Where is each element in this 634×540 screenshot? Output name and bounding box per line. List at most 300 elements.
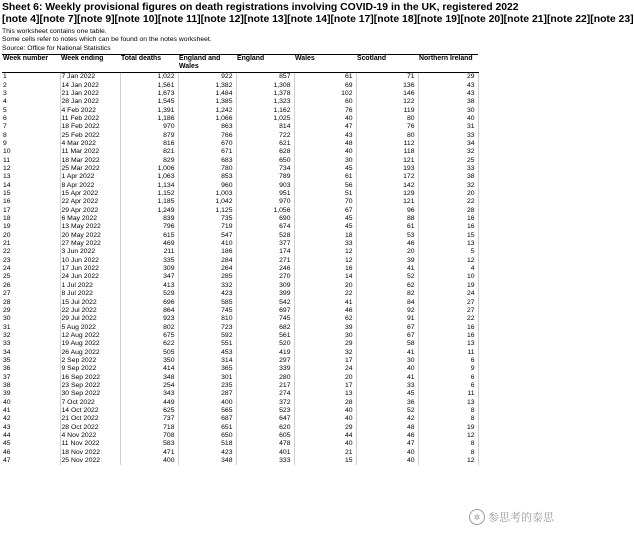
cell-england-and-wales[interactable]: 1,125 xyxy=(178,207,236,215)
cell-england-and-wales[interactable]: 719 xyxy=(178,223,236,231)
cell-england[interactable]: 274 xyxy=(236,390,294,398)
cell-england-and-wales[interactable]: 766 xyxy=(178,132,236,140)
cell-wales[interactable]: 13 xyxy=(294,390,356,398)
cell-wales[interactable]: 39 xyxy=(294,324,356,332)
cell-northern-ireland[interactable]: 8 xyxy=(418,440,478,448)
cell-week-ending[interactable]: 13 May 2022 xyxy=(60,223,120,231)
cell-week-number[interactable]: 14 xyxy=(2,182,60,190)
cell-week-number[interactable]: 2 xyxy=(2,82,60,90)
cell-week-number[interactable]: 29 xyxy=(2,307,60,315)
cell-northern-ireland[interactable]: 6 xyxy=(418,357,478,365)
cell-england[interactable]: 297 xyxy=(236,357,294,365)
cell-england[interactable]: 682 xyxy=(236,324,294,332)
cell-england-and-wales[interactable]: 348 xyxy=(178,457,236,465)
cell-total-deaths[interactable]: 347 xyxy=(120,273,178,281)
cell-week-ending[interactable]: 11 Mar 2022 xyxy=(60,148,120,156)
cell-week-number[interactable]: 37 xyxy=(2,374,60,382)
cell-england[interactable]: 970 xyxy=(236,198,294,206)
cell-england[interactable]: 650 xyxy=(236,157,294,165)
cell-week-ending[interactable]: 22 Jul 2022 xyxy=(60,307,120,315)
cell-total-deaths[interactable]: 1,134 xyxy=(120,182,178,190)
cell-england[interactable]: 401 xyxy=(236,449,294,457)
cell-wales[interactable]: 51 xyxy=(294,190,356,198)
cell-week-ending[interactable]: 29 Apr 2022 xyxy=(60,207,120,215)
cell-scotland[interactable]: 39 xyxy=(356,257,418,265)
cell-wales[interactable]: 61 xyxy=(294,73,356,82)
cell-england[interactable]: 372 xyxy=(236,399,294,407)
cell-total-deaths[interactable]: 839 xyxy=(120,215,178,223)
cell-england-and-wales[interactable]: 410 xyxy=(178,240,236,248)
cell-week-ending[interactable]: 10 Jun 2022 xyxy=(60,257,120,265)
cell-total-deaths[interactable]: 469 xyxy=(120,240,178,248)
cell-week-number[interactable]: 43 xyxy=(2,424,60,432)
cell-week-number[interactable]: 42 xyxy=(2,415,60,423)
cell-week-ending[interactable]: 11 Nov 2022 xyxy=(60,440,120,448)
cell-scotland[interactable]: 129 xyxy=(356,190,418,198)
cell-scotland[interactable]: 142 xyxy=(356,182,418,190)
cell-england[interactable]: 333 xyxy=(236,457,294,465)
cell-wales[interactable]: 20 xyxy=(294,374,356,382)
cell-england-and-wales[interactable]: 365 xyxy=(178,365,236,373)
cell-northern-ireland[interactable]: 32 xyxy=(418,182,478,190)
cell-england[interactable]: 270 xyxy=(236,273,294,281)
cell-northern-ireland[interactable]: 12 xyxy=(418,457,478,465)
cell-england-and-wales[interactable]: 518 xyxy=(178,440,236,448)
cell-northern-ireland[interactable]: 38 xyxy=(418,173,478,181)
cell-northern-ireland[interactable]: 6 xyxy=(418,382,478,390)
cell-england-and-wales[interactable]: 585 xyxy=(178,299,236,307)
column-header-total-deaths[interactable]: Total deaths xyxy=(120,55,178,73)
cell-northern-ireland[interactable]: 8 xyxy=(418,407,478,415)
cell-week-number[interactable]: 34 xyxy=(2,349,60,357)
cell-week-number[interactable]: 40 xyxy=(2,399,60,407)
cell-scotland[interactable]: 119 xyxy=(356,107,418,115)
cell-northern-ireland[interactable]: 11 xyxy=(418,390,478,398)
cell-week-number[interactable]: 47 xyxy=(2,457,60,465)
cell-total-deaths[interactable]: 821 xyxy=(120,148,178,156)
cell-total-deaths[interactable]: 211 xyxy=(120,248,178,256)
cell-week-ending[interactable]: 22 Apr 2022 xyxy=(60,198,120,206)
cell-week-number[interactable]: 31 xyxy=(2,324,60,332)
cell-week-number[interactable]: 7 xyxy=(2,123,60,131)
cell-week-ending[interactable]: 18 Mar 2022 xyxy=(60,157,120,165)
cell-total-deaths[interactable]: 1,545 xyxy=(120,98,178,106)
cell-england[interactable]: 734 xyxy=(236,165,294,173)
cell-wales[interactable]: 45 xyxy=(294,165,356,173)
cell-scotland[interactable]: 67 xyxy=(356,332,418,340)
cell-wales[interactable]: 76 xyxy=(294,107,356,115)
cell-northern-ireland[interactable]: 28 xyxy=(418,207,478,215)
cell-wales[interactable]: 102 xyxy=(294,90,356,98)
cell-england-and-wales[interactable]: 235 xyxy=(178,382,236,390)
cell-england[interactable]: 903 xyxy=(236,182,294,190)
cell-wales[interactable]: 17 xyxy=(294,382,356,390)
cell-week-number[interactable]: 17 xyxy=(2,207,60,215)
cell-northern-ireland[interactable]: 13 xyxy=(418,399,478,407)
cell-scotland[interactable]: 172 xyxy=(356,173,418,181)
cell-scotland[interactable]: 41 xyxy=(356,349,418,357)
cell-total-deaths[interactable]: 1,186 xyxy=(120,115,178,123)
cell-england[interactable]: 271 xyxy=(236,257,294,265)
cell-scotland[interactable]: 82 xyxy=(356,290,418,298)
cell-week-number[interactable]: 5 xyxy=(2,107,60,115)
cell-scotland[interactable]: 42 xyxy=(356,415,418,423)
cell-week-ending[interactable]: 25 Nov 2022 xyxy=(60,457,120,465)
cell-wales[interactable]: 56 xyxy=(294,182,356,190)
cell-england[interactable]: 951 xyxy=(236,190,294,198)
cell-northern-ireland[interactable]: 27 xyxy=(418,307,478,315)
cell-england-and-wales[interactable]: 1,382 xyxy=(178,82,236,90)
cell-england-and-wales[interactable]: 453 xyxy=(178,349,236,357)
cell-england-and-wales[interactable]: 301 xyxy=(178,374,236,382)
cell-week-ending[interactable]: 8 Jul 2022 xyxy=(60,290,120,298)
cell-wales[interactable]: 44 xyxy=(294,432,356,440)
cell-northern-ireland[interactable]: 20 xyxy=(418,190,478,198)
cell-week-number[interactable]: 32 xyxy=(2,332,60,340)
cell-week-ending[interactable]: 29 Jul 2022 xyxy=(60,315,120,323)
cell-england[interactable]: 280 xyxy=(236,374,294,382)
cell-northern-ireland[interactable]: 4 xyxy=(418,265,478,273)
cell-wales[interactable]: 12 xyxy=(294,248,356,256)
cell-scotland[interactable]: 122 xyxy=(356,98,418,106)
cell-england-and-wales[interactable]: 186 xyxy=(178,248,236,256)
cell-total-deaths[interactable]: 696 xyxy=(120,299,178,307)
cell-week-number[interactable]: 6 xyxy=(2,115,60,123)
cell-week-ending[interactable]: 23 Sep 2022 xyxy=(60,382,120,390)
cell-week-ending[interactable]: 4 Feb 2022 xyxy=(60,107,120,115)
cell-week-ending[interactable]: 4 Nov 2022 xyxy=(60,432,120,440)
cell-total-deaths[interactable]: 1,249 xyxy=(120,207,178,215)
cell-scotland[interactable]: 88 xyxy=(356,215,418,223)
cell-week-number[interactable]: 15 xyxy=(2,190,60,198)
cell-scotland[interactable]: 46 xyxy=(356,240,418,248)
cell-england[interactable]: 339 xyxy=(236,365,294,373)
cell-scotland[interactable]: 193 xyxy=(356,165,418,173)
cell-northern-ireland[interactable]: 8 xyxy=(418,449,478,457)
cell-northern-ireland[interactable]: 11 xyxy=(418,349,478,357)
cell-week-ending[interactable]: 1 Jul 2022 xyxy=(60,282,120,290)
cell-week-ending[interactable]: 24 Jun 2022 xyxy=(60,273,120,281)
cell-week-number[interactable]: 16 xyxy=(2,198,60,206)
cell-northern-ireland[interactable]: 25 xyxy=(418,157,478,165)
cell-england-and-wales[interactable]: 423 xyxy=(178,290,236,298)
cell-northern-ireland[interactable]: 16 xyxy=(418,324,478,332)
cell-england[interactable]: 814 xyxy=(236,123,294,131)
cell-england-and-wales[interactable]: 670 xyxy=(178,140,236,148)
cell-week-ending[interactable]: 5 Aug 2022 xyxy=(60,324,120,332)
cell-total-deaths[interactable]: 802 xyxy=(120,324,178,332)
cell-wales[interactable]: 32 xyxy=(294,349,356,357)
cell-total-deaths[interactable]: 1,006 xyxy=(120,165,178,173)
cell-england[interactable]: 1,323 xyxy=(236,98,294,106)
cell-week-number[interactable]: 20 xyxy=(2,232,60,240)
cell-week-ending[interactable]: 7 Jan 2022 xyxy=(60,73,120,82)
cell-england-and-wales[interactable]: 400 xyxy=(178,399,236,407)
cell-total-deaths[interactable]: 335 xyxy=(120,257,178,265)
cell-england[interactable]: 246 xyxy=(236,265,294,273)
cell-week-ending[interactable]: 28 Jan 2022 xyxy=(60,98,120,106)
cell-england-and-wales[interactable]: 547 xyxy=(178,232,236,240)
cell-northern-ireland[interactable]: 13 xyxy=(418,340,478,348)
cell-scotland[interactable]: 112 xyxy=(356,140,418,148)
cell-wales[interactable]: 33 xyxy=(294,240,356,248)
cell-week-number[interactable]: 46 xyxy=(2,449,60,457)
cell-week-number[interactable]: 9 xyxy=(2,140,60,148)
cell-week-number[interactable]: 10 xyxy=(2,148,60,156)
cell-week-ending[interactable]: 14 Oct 2022 xyxy=(60,407,120,415)
cell-week-number[interactable]: 39 xyxy=(2,390,60,398)
cell-total-deaths[interactable]: 708 xyxy=(120,432,178,440)
cell-wales[interactable]: 47 xyxy=(294,123,356,131)
cell-week-ending[interactable]: 18 Feb 2022 xyxy=(60,123,120,131)
cell-wales[interactable]: 40 xyxy=(294,148,356,156)
cell-northern-ireland[interactable]: 13 xyxy=(418,240,478,248)
cell-week-ending[interactable]: 21 Oct 2022 xyxy=(60,415,120,423)
cell-england[interactable]: 523 xyxy=(236,407,294,415)
column-header-week-ending[interactable]: Week ending xyxy=(60,55,120,73)
cell-england[interactable]: 309 xyxy=(236,282,294,290)
cell-week-ending[interactable]: 30 Sep 2022 xyxy=(60,390,120,398)
cell-week-ending[interactable]: 16 Sep 2022 xyxy=(60,374,120,382)
cell-total-deaths[interactable]: 449 xyxy=(120,399,178,407)
cell-england-and-wales[interactable]: 332 xyxy=(178,282,236,290)
cell-wales[interactable]: 24 xyxy=(294,365,356,373)
cell-total-deaths[interactable]: 829 xyxy=(120,157,178,165)
cell-england-and-wales[interactable]: 780 xyxy=(178,165,236,173)
cell-scotland[interactable]: 76 xyxy=(356,123,418,131)
cell-week-ending[interactable]: 28 Oct 2022 xyxy=(60,424,120,432)
cell-total-deaths[interactable]: 1,391 xyxy=(120,107,178,115)
cell-total-deaths[interactable]: 816 xyxy=(120,140,178,148)
cell-england[interactable]: 647 xyxy=(236,415,294,423)
cell-england-and-wales[interactable]: 1,385 xyxy=(178,98,236,106)
cell-northern-ireland[interactable]: 33 xyxy=(418,165,478,173)
cell-scotland[interactable]: 33 xyxy=(356,382,418,390)
cell-northern-ireland[interactable]: 15 xyxy=(418,232,478,240)
cell-england-and-wales[interactable]: 810 xyxy=(178,315,236,323)
cell-scotland[interactable]: 46 xyxy=(356,432,418,440)
cell-week-ending[interactable]: 25 Feb 2022 xyxy=(60,132,120,140)
cell-wales[interactable]: 29 xyxy=(294,424,356,432)
cell-northern-ireland[interactable]: 16 xyxy=(418,332,478,340)
cell-week-ending[interactable]: 9 Sep 2022 xyxy=(60,365,120,373)
cell-week-number[interactable]: 30 xyxy=(2,315,60,323)
cell-wales[interactable]: 46 xyxy=(294,307,356,315)
cell-scotland[interactable]: 48 xyxy=(356,424,418,432)
cell-wales[interactable]: 61 xyxy=(294,173,356,181)
cell-week-ending[interactable]: 20 May 2022 xyxy=(60,232,120,240)
cell-scotland[interactable]: 41 xyxy=(356,265,418,273)
cell-scotland[interactable]: 121 xyxy=(356,198,418,206)
cell-week-number[interactable]: 38 xyxy=(2,382,60,390)
cell-week-number[interactable]: 1 xyxy=(2,73,60,82)
cell-england-and-wales[interactable]: 651 xyxy=(178,424,236,432)
cell-england-and-wales[interactable]: 287 xyxy=(178,390,236,398)
cell-week-number[interactable]: 3 xyxy=(2,90,60,98)
cell-northern-ireland[interactable]: 32 xyxy=(418,148,478,156)
cell-week-number[interactable]: 12 xyxy=(2,165,60,173)
cell-northern-ireland[interactable]: 38 xyxy=(418,98,478,106)
cell-scotland[interactable]: 67 xyxy=(356,324,418,332)
cell-wales[interactable]: 43 xyxy=(294,132,356,140)
cell-week-ending[interactable]: 4 Mar 2022 xyxy=(60,140,120,148)
cell-wales[interactable]: 12 xyxy=(294,257,356,265)
cell-total-deaths[interactable]: 879 xyxy=(120,132,178,140)
cell-wales[interactable]: 30 xyxy=(294,157,356,165)
cell-scotland[interactable]: 40 xyxy=(356,449,418,457)
cell-wales[interactable]: 45 xyxy=(294,223,356,231)
cell-wales[interactable]: 70 xyxy=(294,198,356,206)
cell-wales[interactable]: 14 xyxy=(294,273,356,281)
cell-scotland[interactable]: 36 xyxy=(356,399,418,407)
column-header-england[interactable]: England xyxy=(236,55,294,73)
cell-wales[interactable]: 18 xyxy=(294,232,356,240)
cell-england-and-wales[interactable]: 960 xyxy=(178,182,236,190)
cell-england-and-wales[interactable]: 922 xyxy=(178,73,236,82)
cell-week-number[interactable]: 23 xyxy=(2,257,60,265)
cell-total-deaths[interactable]: 796 xyxy=(120,223,178,231)
cell-wales[interactable]: 40 xyxy=(294,407,356,415)
cell-northern-ireland[interactable]: 40 xyxy=(418,115,478,123)
cell-week-number[interactable]: 22 xyxy=(2,248,60,256)
cell-week-number[interactable]: 44 xyxy=(2,432,60,440)
cell-wales[interactable]: 40 xyxy=(294,440,356,448)
cell-scotland[interactable]: 30 xyxy=(356,357,418,365)
cell-total-deaths[interactable]: 348 xyxy=(120,374,178,382)
cell-england-and-wales[interactable]: 687 xyxy=(178,415,236,423)
cell-scotland[interactable]: 118 xyxy=(356,148,418,156)
cell-week-ending[interactable]: 17 Jun 2022 xyxy=(60,265,120,273)
cell-england-and-wales[interactable]: 863 xyxy=(178,123,236,131)
cell-wales[interactable]: 30 xyxy=(294,332,356,340)
cell-northern-ireland[interactable]: 19 xyxy=(418,424,478,432)
cell-week-number[interactable]: 19 xyxy=(2,223,60,231)
cell-week-number[interactable]: 4 xyxy=(2,98,60,106)
cell-scotland[interactable]: 45 xyxy=(356,390,418,398)
cell-total-deaths[interactable]: 529 xyxy=(120,290,178,298)
cell-week-number[interactable]: 8 xyxy=(2,132,60,140)
cell-northern-ireland[interactable]: 6 xyxy=(418,374,478,382)
cell-northern-ireland[interactable]: 12 xyxy=(418,432,478,440)
cell-england[interactable]: 520 xyxy=(236,340,294,348)
cell-scotland[interactable]: 52 xyxy=(356,407,418,415)
cell-england-and-wales[interactable]: 683 xyxy=(178,157,236,165)
cell-week-ending[interactable]: 19 Aug 2022 xyxy=(60,340,120,348)
cell-england[interactable]: 857 xyxy=(236,73,294,82)
cell-week-number[interactable]: 21 xyxy=(2,240,60,248)
cell-england-and-wales[interactable]: 423 xyxy=(178,449,236,457)
cell-northern-ireland[interactable]: 29 xyxy=(418,73,478,82)
column-header-wales[interactable]: Wales xyxy=(294,55,356,73)
cell-total-deaths[interactable]: 343 xyxy=(120,390,178,398)
cell-wales[interactable]: 48 xyxy=(294,140,356,148)
cell-northern-ireland[interactable]: 24 xyxy=(418,290,478,298)
cell-england[interactable]: 674 xyxy=(236,223,294,231)
cell-northern-ireland[interactable]: 43 xyxy=(418,90,478,98)
cell-northern-ireland[interactable]: 19 xyxy=(418,282,478,290)
cell-england-and-wales[interactable]: 1,066 xyxy=(178,115,236,123)
cell-week-ending[interactable]: 1 Apr 2022 xyxy=(60,173,120,181)
cell-wales[interactable]: 40 xyxy=(294,415,356,423)
cell-total-deaths[interactable]: 254 xyxy=(120,382,178,390)
cell-week-ending[interactable]: 12 Aug 2022 xyxy=(60,332,120,340)
cell-scotland[interactable]: 53 xyxy=(356,232,418,240)
cell-england[interactable]: 561 xyxy=(236,332,294,340)
cell-england-and-wales[interactable]: 264 xyxy=(178,265,236,273)
cell-scotland[interactable]: 80 xyxy=(356,115,418,123)
cell-england-and-wales[interactable]: 735 xyxy=(178,215,236,223)
cell-week-ending[interactable]: 15 Apr 2022 xyxy=(60,190,120,198)
cell-total-deaths[interactable]: 505 xyxy=(120,349,178,357)
cell-scotland[interactable]: 84 xyxy=(356,299,418,307)
cell-week-number[interactable]: 11 xyxy=(2,157,60,165)
cell-total-deaths[interactable]: 1,561 xyxy=(120,82,178,90)
cell-england-and-wales[interactable]: 565 xyxy=(178,407,236,415)
cell-total-deaths[interactable]: 583 xyxy=(120,440,178,448)
cell-week-number[interactable]: 35 xyxy=(2,357,60,365)
cell-wales[interactable]: 62 xyxy=(294,315,356,323)
cell-week-number[interactable]: 13 xyxy=(2,173,60,181)
cell-week-number[interactable]: 24 xyxy=(2,265,60,273)
cell-total-deaths[interactable]: 718 xyxy=(120,424,178,432)
cell-scotland[interactable]: 40 xyxy=(356,457,418,465)
cell-week-ending[interactable]: 26 Aug 2022 xyxy=(60,349,120,357)
cell-week-ending[interactable]: 25 Mar 2022 xyxy=(60,165,120,173)
cell-total-deaths[interactable]: 471 xyxy=(120,449,178,457)
cell-england-and-wales[interactable]: 285 xyxy=(178,273,236,281)
cell-england[interactable]: 542 xyxy=(236,299,294,307)
cell-wales[interactable]: 28 xyxy=(294,399,356,407)
cell-england[interactable]: 1,162 xyxy=(236,107,294,115)
cell-england-and-wales[interactable]: 671 xyxy=(178,148,236,156)
cell-england[interactable]: 745 xyxy=(236,315,294,323)
cell-total-deaths[interactable]: 1,152 xyxy=(120,190,178,198)
cell-wales[interactable]: 22 xyxy=(294,290,356,298)
cell-total-deaths[interactable]: 1,673 xyxy=(120,90,178,98)
cell-scotland[interactable]: 58 xyxy=(356,340,418,348)
cell-week-ending[interactable]: 2 Sep 2022 xyxy=(60,357,120,365)
cell-total-deaths[interactable]: 622 xyxy=(120,340,178,348)
cell-week-ending[interactable]: 18 Nov 2022 xyxy=(60,449,120,457)
cell-wales[interactable]: 16 xyxy=(294,265,356,273)
cell-england[interactable]: 1,378 xyxy=(236,90,294,98)
cell-england-and-wales[interactable]: 1,042 xyxy=(178,198,236,206)
cell-wales[interactable]: 15 xyxy=(294,457,356,465)
cell-northern-ireland[interactable]: 27 xyxy=(418,299,478,307)
cell-wales[interactable]: 21 xyxy=(294,449,356,457)
cell-scotland[interactable]: 96 xyxy=(356,207,418,215)
column-header-northern-ireland[interactable]: Northern Ireland xyxy=(418,55,478,73)
cell-week-ending[interactable]: 6 May 2022 xyxy=(60,215,120,223)
cell-northern-ireland[interactable]: 22 xyxy=(418,198,478,206)
cell-england[interactable]: 722 xyxy=(236,132,294,140)
cell-scotland[interactable]: 62 xyxy=(356,282,418,290)
cell-england[interactable]: 621 xyxy=(236,140,294,148)
cell-total-deaths[interactable]: 1,185 xyxy=(120,198,178,206)
column-header-england-and-wales[interactable]: England and Wales xyxy=(178,55,236,73)
cell-england-and-wales[interactable]: 1,003 xyxy=(178,190,236,198)
cell-england-and-wales[interactable]: 592 xyxy=(178,332,236,340)
cell-england[interactable]: 1,308 xyxy=(236,82,294,90)
cell-england-and-wales[interactable]: 1,484 xyxy=(178,90,236,98)
cell-wales[interactable]: 69 xyxy=(294,82,356,90)
cell-england[interactable]: 697 xyxy=(236,307,294,315)
cell-england-and-wales[interactable]: 314 xyxy=(178,357,236,365)
cell-week-ending[interactable]: 11 Feb 2022 xyxy=(60,115,120,123)
cell-england[interactable]: 690 xyxy=(236,215,294,223)
cell-northern-ireland[interactable]: 34 xyxy=(418,140,478,148)
cell-scotland[interactable]: 121 xyxy=(356,157,418,165)
